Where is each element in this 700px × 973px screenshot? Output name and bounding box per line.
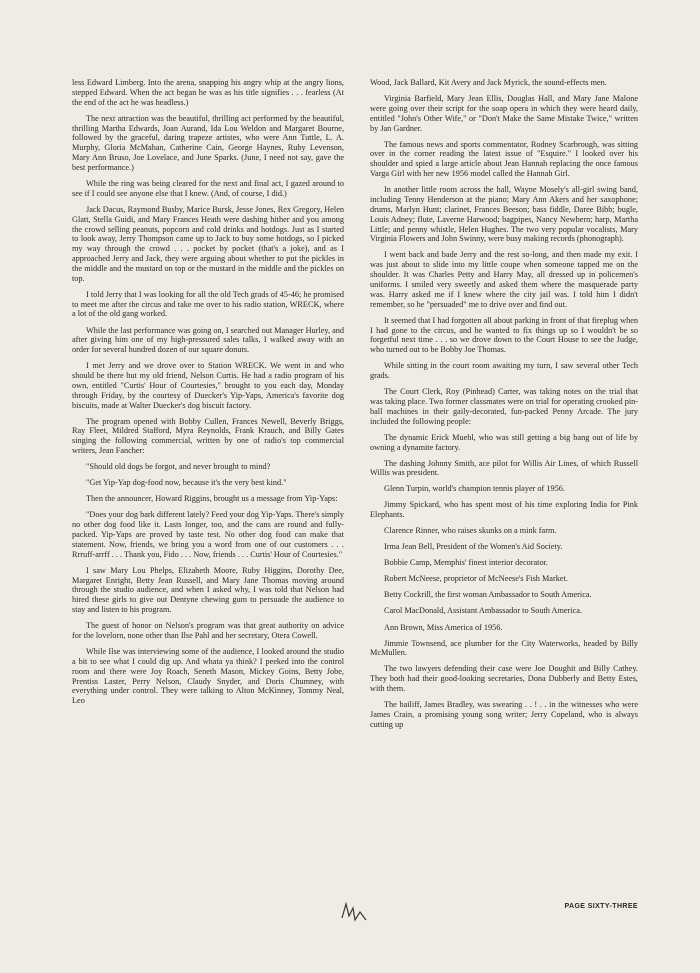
paragraph: It seemed that I had forgotten all about parking in front of that fireplug when I had gone to the circus, and he wanted to fix things up so I wouldn't be so forgetful next time . . . so we drove down to the Court House to see the Judge, who turned out to be Bobby Joe Thomas. [370, 315, 638, 355]
paragraph: I told Jerry that I was looking for all the old Tech grads of 45-46; he promised to meet me after the circus and take me over to his radio station, WRECK, where a lot of the old gang worked. [72, 289, 344, 319]
page-number: PAGE SIXTY-THREE [564, 903, 638, 910]
paragraph: The two lawyers defending their case were Joe Doughit and Billy Cathey. They both had their good-looking secretaries, Dona Dubberly and Betty Estes, with them. [370, 664, 638, 694]
jury-entry: Bobbie Camp, Memphis' finest interior decorator. [384, 558, 548, 568]
paragraph: The famous news and sports commentator, Rodney Scarbrough, was sitting over in the corner reading the latest issue of "Esquire." I looked over his shoulder and spied a large article about Jean Hannah replacing the once famous Varga Girl with her new 1956 model called the Hannah Girl. [370, 139, 638, 179]
paragraph: The Court Clerk, Roy (Pinhead) Carter, was taking notes on the trial that was taking place. Two former classmates were on trial for operating crooked pin-ball machines in their gaily-decorated, fun-packed Penny Arcade. The jury included the following people: [370, 387, 638, 426]
paragraph: Jack Dacus, Raymond Busby, Marice Bursk, Jesse Jones, Rex Gregory, Helen Glatt, Stella Guidi, and Mary Frances Heath were dashing hither and you among the crowd selling peanuts, popcorn and cold drinks and hotdogs. Just as I started to look away, Jerry Thompson came up to Jack to buy some hotdogs, so I picked my way through the crowd . . . pocket by pocket (that's a joke), and as I approached Jerry and Jack, they were arguing about whether to put the pickles in the middle and the mustard on top or the mustard in the middle and the pickles on top. [72, 204, 344, 283]
paragraph: Wood, Jack Ballard, Kit Avery and Jack Myrick, the sound-effects men. [370, 78, 607, 87]
paragraph: I went back and bade Jerry and the rest so-long, and then made my exit. I was just about to slide into my little coupe when someone tapped me on the shoulder. It was Charles Petty and Harry May, all dressed up in policemen's uniforms. I smiled very sweetly and asked them where the masquerade party was. Harry asked me if I knew where the city jail was. I told him I didn't remember, so he "persuaded" me to drive over and find out. [370, 250, 638, 309]
paragraph: The next attraction was the beautiful, thrilling act performed by the beautiful, thrilling Martha Edwards, Joan Aurand, Ida Lou Weldon and Margaret Bourne, followed by the graceful, daring trapeze artistes, who were Ann Tuttle, L. A. Murphy, Gloria McMahan, Catherine Cain, George Haynes, Ruby Levenson, Mary Ann Bruso, Joe Lovelace, and June Sparks. (June, I need not say, gave the best performance.) [72, 113, 344, 172]
jury-entry: Clarence Rinner, who raises skunks on a mink farm. [384, 526, 557, 536]
paragraph: Then the announcer, Howard Riggins, brought us a message from Yip-Yaps: [86, 494, 338, 504]
paragraph: While Ilse was interviewing some of the audience, I looked around the studio a bit to see what I could dig up. And whata ya think? I peeked into the control room and there were Joy Roach, Seneth Mason, Mickey Goins, Betty Jobe, Prentiss Laster, Perry Nelson, Claudy Snyder, and Doris Chumney, with everything under control. They were talking to Alton McKinney, Tommy Neal, Leo [72, 646, 344, 706]
jury-entry: Betty Cockrill, the first woman Ambassador to South America. [384, 590, 592, 600]
paragraph: The bailiff, James Bradley, was swearing . . ! . . in the witnesses who were James Crain, a promising young song writer; Jerry Copeland, who is always cutting up [370, 700, 638, 729]
commercial-quote: "Does your dog bark different lately? Feed your dog Yip-Yaps. There's simply no other dog food like it. Lasts longer, too, and the cans are round and fully-packed. Yip-Yaps are proved by taste test. No other dog food can make that statement. Now, friends, we bring you a word from one of our customers . . . Rrruff-arrff . . . Thank you, Fido . . . Now, friends . . . Curtis' Hour of Courtesies." [72, 510, 344, 559]
paragraph: While the ring was being cleared for the next and final act, I gazed around to see if I could see anyone else that I knew. (And, of course, I did.) [72, 178, 344, 198]
jury-entry: The dashing Johnny Smith, ace pilot for Willis Air Lines, of which Russell Willis was president. [370, 458, 638, 478]
jury-entry: Jimmie Townsend, ace plumber for the City Waterworks, headed by Billy McMullen. [370, 638, 638, 658]
jury-entry: Glenn Turpin, world's champion tennis player of 1956. [384, 484, 565, 494]
paragraph: The guest of honor on Nelson's program was that great authority on advice for the lovelorn, none other than Ilse Pahl and her secretary, Otera Cowell. [72, 621, 344, 640]
jury-entry: Robert McNeese, proprietor of McNeese's Fish Market. [384, 574, 568, 584]
paragraph: While sitting in the court room awaiting my turn, I saw several other Tech grads. [370, 361, 638, 381]
paragraph: I met Jerry and we drove over to Station WRECK. We went in and who should be there but my old friend, Nelson Curtis. He had a radio program of his own, entitled "Curtis' Hour of Courtesies," brought to you each day, Monday through Friday, by the courtesy of Duecker's Yip-Yaps, America's favorite dog biscuits, made at Walter Duecker's dog biscuit factory. [72, 361, 344, 410]
jury-entry: The dynamic Erick Muehl, who was still getting a big bang out of life by owning a dynamite factory. [370, 432, 638, 452]
left-text-column [72, 78, 344, 712]
jury-entry: Ann Brown, Miss America of 1956. [384, 622, 503, 632]
paragraph: In another little room across the hall, Wayne Mosely's all-girl swing band, including Tenny Henderson at the piano; Mary Ann Akers and her saxophone; drums, Marlyn Hunt; clarinet, Frances Beeson; bass fiddle, Daree Bibb; bugle, Louis Adney; flute, Laverne Harwood; bagpipes, Nancy Newbern; harp, Martha Little; and penny whistle, Helen Hughes. The two very popular vocalists, Mary Virginia Flowers and John Swinny, were busy making records (phonograph). [370, 185, 638, 244]
paragraph: While the last performance was going on, I searched out Manager Hurley, and after giving him one of my high-pressured sales talks, I walked away with an order for several hundred dozen of our square donuts. [72, 325, 344, 355]
paragraph: The program opened with Bobby Cullen, Frances Newell, Beverly Briggs, Ray Fleet, Mildred Stafford, Myra Reynolds, Frank Krauch, and Billy Gates singing the following commercial, written by one of radio's top commercial writers, Jean Fancher: [72, 416, 344, 456]
jury-entry: Carol MacDonald, Assistant Ambassador to South America. [384, 606, 582, 616]
paragraph: less Edward Limberg. Into the arena, snapping his angry whip at the angry lions, stepped Edward. When the act began he was as his title signifies . . . fearless (At the end of the act he was headless.) [72, 78, 344, 107]
jingle-line: "Should old dogs be forgot, and never brought to mind? [86, 462, 271, 472]
jingle-line: "Get Yip-Yap dog-food now, because it's the very best kind." [86, 478, 287, 488]
right-text-column [370, 78, 638, 736]
ink-smudge [336, 898, 374, 924]
paragraph: Virginia Barfield, Mary Jean Ellis, Douglas Hall, and Mary Jane Malone were going over their script for the soap opera in which they were heard daily, entitled "John's Other Wife," or "Don't Make the Same Mistake Twice," written by Jan Gardner. [370, 94, 638, 133]
paragraph: I saw Mary Lou Phelps, Elizabeth Moore, Ruby Higgins, Dorothy Dee, Margaret Enright, Betty Jean Russell, and Mary Jane Thomas moving around through the studio audience, and when I asked why, I was told that Nelson had hired these girls to give out Dentyne chewing gum to persuade the audience to stay and listen to his program. [72, 565, 344, 615]
jury-entry: Irma Jean Bell, President of the Women's Aid Society. [384, 542, 563, 552]
jury-entry: Jimmy Spickard, who has spent most of his time exploring India for Pink Elephants. [370, 500, 638, 520]
